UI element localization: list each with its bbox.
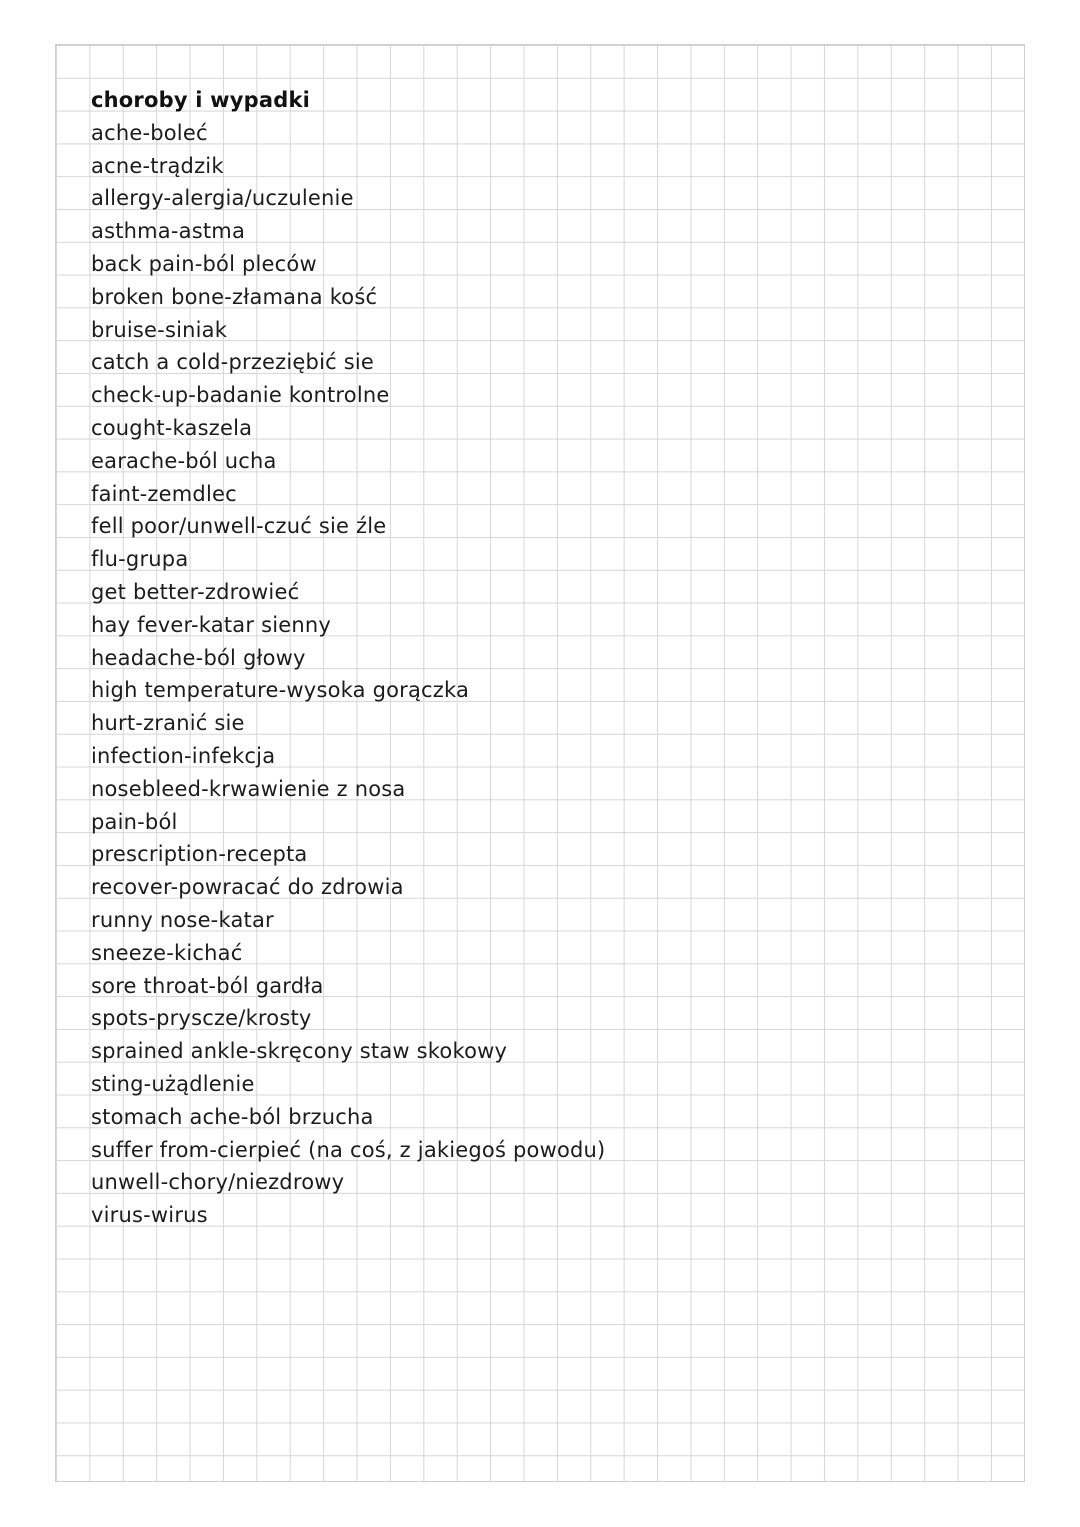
vocab-entry: acne-trądzik: [91, 153, 224, 178]
vocab-entry: earache-ból ucha: [91, 448, 277, 473]
vocab-entry: pain-ból: [91, 809, 178, 834]
vocab-entry: unwell-chory/niezdrowy: [91, 1170, 345, 1195]
vocab-entry: asthma-astma: [91, 219, 246, 244]
vocabulary-list: [91, 84, 605, 1232]
vocab-entry: allergy-alergia/uczulenie: [91, 186, 354, 211]
vocab-entry: virus-wirus: [91, 1203, 208, 1228]
vocab-entry: headache-ból głowy: [91, 645, 306, 670]
vocab-entry: infection-infekcja: [91, 743, 276, 768]
vocab-entry: fell poor/unwell-czuć sie źle: [91, 514, 387, 539]
vocab-entry: hurt-zranić sie: [91, 711, 245, 736]
vocab-entry: bruise-siniak: [91, 317, 228, 342]
vocab-entry: recover-powracać do zdrowia: [91, 875, 404, 900]
vocab-entry: cought-kaszela: [91, 415, 253, 440]
vocab-entry: flu-grupa: [91, 547, 189, 572]
list-title: choroby i wypadki: [91, 88, 311, 112]
vocab-entry: broken bone-złamana kość: [91, 284, 378, 309]
vocab-entry: sore throat-ból gardła: [91, 973, 324, 998]
vocab-entry: catch a cold-przeziębić sie: [91, 350, 375, 375]
vocab-entry: stomach ache-ból brzucha: [91, 1104, 374, 1129]
vocab-entry: back pain-ból pleców: [91, 251, 317, 276]
vocab-entry: sneeze-kichać: [91, 940, 243, 965]
vocab-entry: prescription-recepta: [91, 842, 308, 867]
vocab-entry: sting-użądlenie: [91, 1071, 255, 1096]
vocab-entry: spots-pryscze/krosty: [91, 1006, 312, 1031]
vocab-entry: check-up-badanie kontrolne: [91, 383, 390, 408]
vocab-entry: nosebleed-krwawienie z nosa: [91, 776, 406, 801]
entries-container: [91, 117, 605, 1232]
vocab-entry: runny nose-katar: [91, 907, 274, 932]
vocab-entry: faint-zemdlec: [91, 481, 237, 506]
vocab-entry: suffer from-cierpieć (na coś, z jakiegoś powodu): [91, 1137, 606, 1162]
vocab-entry: get better-zdrowieć: [91, 579, 300, 604]
vocab-entry: hay fever-katar sienny: [91, 612, 332, 637]
vocab-entry: sprained ankle-skręcony staw skokowy: [91, 1039, 508, 1064]
vocab-entry: high temperature-wysoka gorączka: [91, 678, 470, 703]
vocab-entry: ache-boleć: [91, 120, 208, 145]
